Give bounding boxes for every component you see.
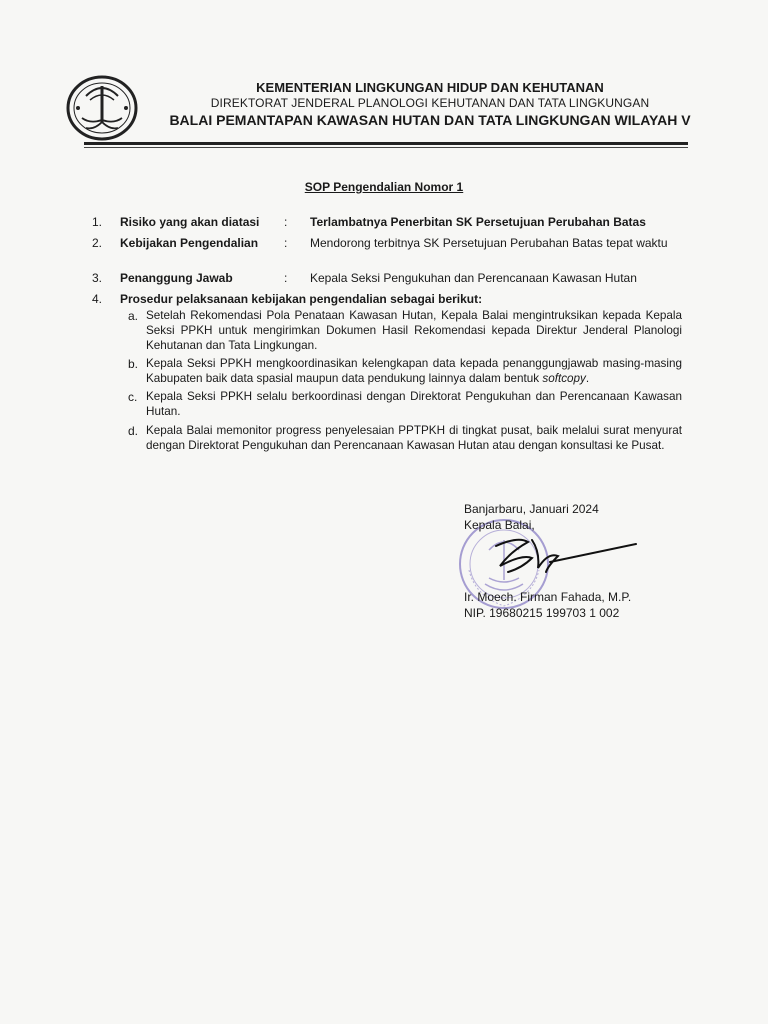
procedure-text: Setelah Rekomendasi Pola Penataan Kawasan Hutan, Kepala Balai mengintruksikan kepada Kepala Seksi PPKH untuk mengirimkan Dokumen Hasil Rekomendasi kepada Direktur Jenderal Planologi Kehutanan dan Tata Lingkungan.	[146, 309, 682, 352]
item-number: 4.	[92, 292, 103, 306]
procedure-text-end: .	[585, 372, 590, 385]
procedure-text	[146, 356, 682, 386]
signatory-name: Ir. Moech. Firman Fahada, M.P.	[464, 590, 632, 604]
item-number: 3.	[92, 271, 103, 285]
item-colon: :	[284, 215, 288, 229]
directorate-name: DIREKTORAT JENDERAL PLANOLOGI KEHUTANAN DAN TATA LINGKUNGAN	[210, 96, 650, 110]
item-colon: :	[284, 236, 288, 250]
item-colon: :	[284, 271, 288, 285]
item-number: 1.	[92, 215, 103, 229]
ministry-name: KEMENTERIAN LINGKUNGAN HIDUP DAN KEHUTANAN	[256, 80, 604, 95]
item-number: 2.	[92, 236, 103, 250]
procedure-letter: d.	[128, 424, 139, 438]
item-label: Risiko yang akan diatasi	[120, 215, 260, 229]
procedure-text: Kepala Seksi PPKH selalu berkoordinasi dengan Direktorat Pengukuhan dan Perencanaan Kawasan Hutan.	[146, 390, 682, 418]
item-label: Penanggung Jawab	[120, 271, 233, 285]
item-value: Kepala Seksi Pengukuhan dan Perencanaan Kawasan Hutan	[310, 271, 637, 285]
item-value: Terlambatnya Penerbitan SK Persetujuan Perubahan Batas	[310, 215, 646, 229]
item-label: Prosedur pelaksanaan kebijakan pengendalian sebagai berikut:	[120, 292, 483, 306]
document-title: SOP Pengendalian Nomor 1	[304, 180, 464, 194]
procedure-letter: a.	[128, 309, 139, 323]
ministry-logo-emblem	[64, 72, 140, 144]
handwritten-signature	[488, 532, 638, 578]
header-divider-thin	[84, 147, 688, 148]
procedure-letter: b.	[128, 357, 139, 371]
procedure-text-italic: softcopy	[542, 372, 586, 385]
procedure-text: Kepala Balai memonitor progress penyelesaian PPTPKH di tingkat pusat, baik melalui surat menyurat dengan Direktorat Pengukuhan dan Perencanaan Kawasan Hutan atau dengan konsultasi ke Pusat.	[146, 424, 682, 452]
item-value: Mendorong terbitnya SK Persetujuan Perubahan Batas tepat waktu	[310, 236, 668, 250]
signature-place-date: Banjarbaru, Januari 2024	[464, 502, 599, 516]
signatory-nip: NIP. 19680215 199703 1 002	[464, 606, 620, 620]
office-name: BALAI PEMANTAPAN KAWASAN HUTAN DAN TATA LINGKUNGAN WILAYAH V	[169, 112, 691, 128]
signature-position: Kepala Balai,	[464, 518, 535, 532]
procedure-letter: c.	[128, 390, 138, 404]
item-label: Kebijakan Pengendalian	[120, 236, 259, 250]
procedure-text-main: Kepala Seksi PPKH mengkoordinasikan kelengkapan data kepada penanggungjawab masing-masing Kabupaten baik data spasial maupun data pendukung lainnya dalam bentuk	[146, 357, 682, 385]
header-divider-thick	[84, 142, 688, 145]
